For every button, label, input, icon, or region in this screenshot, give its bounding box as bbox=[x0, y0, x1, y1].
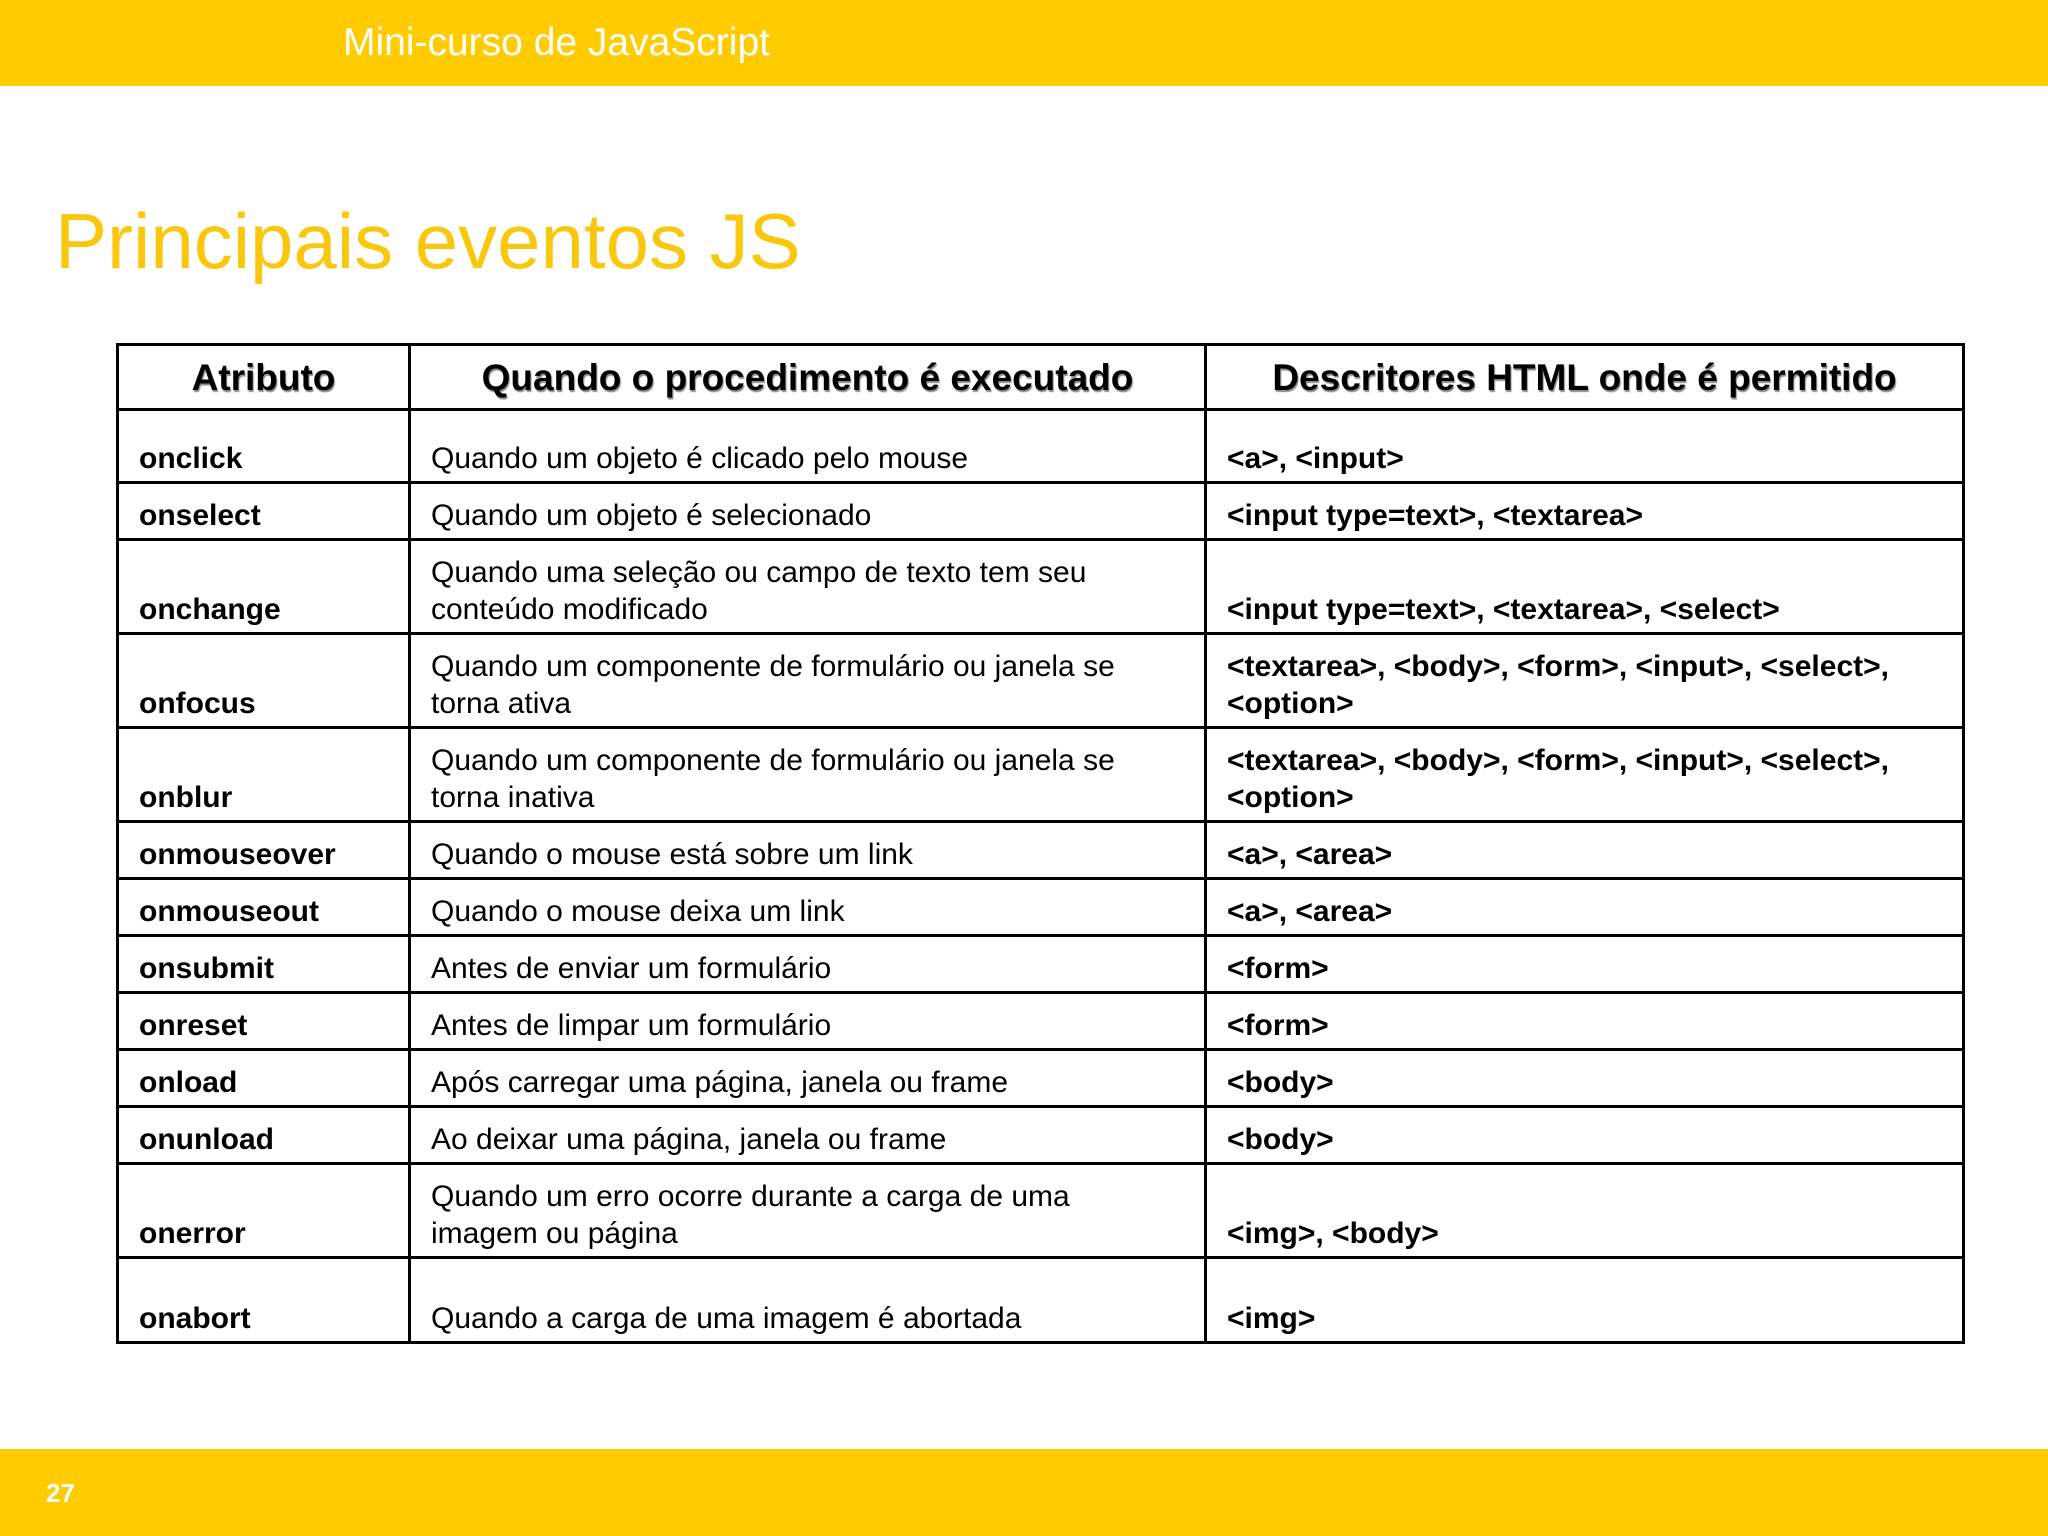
attribute-name: onsubmit bbox=[139, 952, 274, 985]
table-row bbox=[118, 822, 1964, 879]
when-line: conteúdo modificado bbox=[431, 593, 708, 626]
when-cell bbox=[410, 1107, 1206, 1164]
tags-line: <form> bbox=[1227, 952, 1329, 985]
column-header-attribute: Atributo bbox=[118, 345, 410, 410]
attribute-cell bbox=[118, 410, 410, 483]
tags-line: <option> bbox=[1227, 781, 1354, 814]
tags-line: <input type=text>, <textarea> bbox=[1227, 499, 1644, 532]
when-cell bbox=[410, 540, 1206, 634]
when-cell bbox=[410, 879, 1206, 936]
when-line: Ao deixar uma página, janela ou frame bbox=[431, 1123, 947, 1156]
table-row bbox=[118, 936, 1964, 993]
tags-line: <img>, <body> bbox=[1227, 1217, 1439, 1250]
when-cell bbox=[410, 1050, 1206, 1107]
tags-cell bbox=[1206, 936, 1964, 993]
when-line: Quando um componente de formulário ou janela se bbox=[431, 744, 1115, 777]
attribute-cell bbox=[118, 1107, 410, 1164]
attribute-cell bbox=[118, 879, 410, 936]
attribute-name: onmouseover bbox=[139, 838, 336, 871]
when-line: Quando um objeto é selecionado bbox=[431, 499, 872, 532]
tags-cell bbox=[1206, 879, 1964, 936]
attribute-cell bbox=[118, 936, 410, 993]
when-line: Quando um componente de formulário ou janela se bbox=[431, 650, 1115, 683]
tags-line: <a>, <area> bbox=[1227, 895, 1393, 928]
tags-line: <a>, <input> bbox=[1227, 442, 1404, 475]
tags-cell bbox=[1206, 634, 1964, 728]
attribute-name: onselect bbox=[139, 499, 261, 532]
attribute-cell bbox=[118, 483, 410, 540]
tags-line: <form> bbox=[1227, 1009, 1329, 1042]
when-cell bbox=[410, 1258, 1206, 1343]
table-row bbox=[118, 483, 1964, 540]
tags-line: <input type=text>, <textarea>, <select> bbox=[1227, 593, 1780, 626]
when-line: imagem ou página bbox=[431, 1217, 678, 1250]
tags-cell bbox=[1206, 483, 1964, 540]
when-cell bbox=[410, 1164, 1206, 1258]
page-number: 27 bbox=[46, 1478, 75, 1508]
attribute-name: onclick bbox=[139, 442, 243, 475]
events-table bbox=[116, 343, 1965, 1344]
table-row bbox=[118, 410, 1964, 483]
when-line: Antes de enviar um formulário bbox=[431, 952, 832, 985]
when-line: Quando a carga de uma imagem é abortada bbox=[431, 1302, 1022, 1335]
tags-cell bbox=[1206, 993, 1964, 1050]
tags-cell bbox=[1206, 1258, 1964, 1343]
when-line: Após carregar uma página, janela ou frame bbox=[431, 1066, 1009, 1099]
table-row bbox=[118, 1164, 1964, 1258]
table-row bbox=[118, 728, 1964, 822]
when-line: torna inativa bbox=[431, 781, 595, 814]
attribute-name: onmouseout bbox=[139, 895, 319, 928]
when-line: Quando um objeto é clicado pelo mouse bbox=[431, 442, 969, 475]
when-cell bbox=[410, 822, 1206, 879]
attribute-cell bbox=[118, 540, 410, 634]
when-cell bbox=[410, 410, 1206, 483]
tags-cell bbox=[1206, 822, 1964, 879]
tags-line: <textarea>, <body>, <form>, <input>, <select>, bbox=[1227, 744, 1889, 777]
column-header-when: Quando o procedimento é executado bbox=[410, 345, 1206, 410]
tags-cell bbox=[1206, 1050, 1964, 1107]
attribute-name: onchange bbox=[139, 593, 281, 626]
table-row bbox=[118, 1107, 1964, 1164]
tags-cell bbox=[1206, 540, 1964, 634]
tags-cell bbox=[1206, 728, 1964, 822]
table-row bbox=[118, 634, 1964, 728]
when-cell bbox=[410, 993, 1206, 1050]
table-row bbox=[118, 879, 1964, 936]
attribute-name: onunload bbox=[139, 1123, 274, 1156]
tags-line: <textarea>, <body>, <form>, <input>, <select>, bbox=[1227, 650, 1889, 683]
tags-line: <body> bbox=[1227, 1123, 1334, 1156]
attribute-name: onabort bbox=[139, 1302, 251, 1335]
table-row bbox=[118, 540, 1964, 634]
when-line: torna ativa bbox=[431, 687, 572, 720]
when-line: Antes de limpar um formulário bbox=[431, 1009, 832, 1042]
attribute-name: onblur bbox=[139, 781, 233, 814]
when-cell bbox=[410, 634, 1206, 728]
tags-cell bbox=[1206, 1107, 1964, 1164]
tags-line: <option> bbox=[1227, 687, 1354, 720]
attribute-name: onerror bbox=[139, 1217, 246, 1250]
tags-cell bbox=[1206, 410, 1964, 483]
column-header-tags: Descritores HTML onde é permitido bbox=[1206, 345, 1964, 410]
tags-line: <body> bbox=[1227, 1066, 1334, 1099]
table-header-row bbox=[118, 345, 1964, 410]
table-row bbox=[118, 1050, 1964, 1107]
when-line: Quando uma seleção ou campo de texto tem seu bbox=[431, 556, 1087, 589]
attribute-cell bbox=[118, 1258, 410, 1343]
attribute-cell bbox=[118, 822, 410, 879]
attribute-cell bbox=[118, 1050, 410, 1107]
when-line: Quando o mouse deixa um link bbox=[431, 895, 845, 928]
table-row bbox=[118, 993, 1964, 1050]
attribute-name: onload bbox=[139, 1066, 238, 1099]
attribute-cell bbox=[118, 728, 410, 822]
attribute-cell bbox=[118, 634, 410, 728]
tags-line: <img> bbox=[1227, 1302, 1316, 1335]
when-cell bbox=[410, 483, 1206, 540]
slide-title: Principais eventos JS bbox=[55, 197, 801, 285]
table-row bbox=[118, 1258, 1964, 1343]
when-cell bbox=[410, 728, 1206, 822]
course-title: Mini-curso de JavaScript bbox=[343, 21, 770, 64]
when-cell bbox=[410, 936, 1206, 993]
attribute-cell bbox=[118, 1164, 410, 1258]
when-line: Quando o mouse está sobre um link bbox=[431, 838, 913, 871]
attribute-name: onreset bbox=[139, 1009, 248, 1042]
top-bar bbox=[0, 0, 2048, 86]
attribute-cell bbox=[118, 993, 410, 1050]
when-line: Quando um erro ocorre durante a carga de uma bbox=[431, 1180, 1070, 1213]
bottom-bar bbox=[0, 1449, 2048, 1536]
tags-line: <a>, <area> bbox=[1227, 838, 1393, 871]
attribute-name: onfocus bbox=[139, 687, 256, 720]
tags-cell bbox=[1206, 1164, 1964, 1258]
